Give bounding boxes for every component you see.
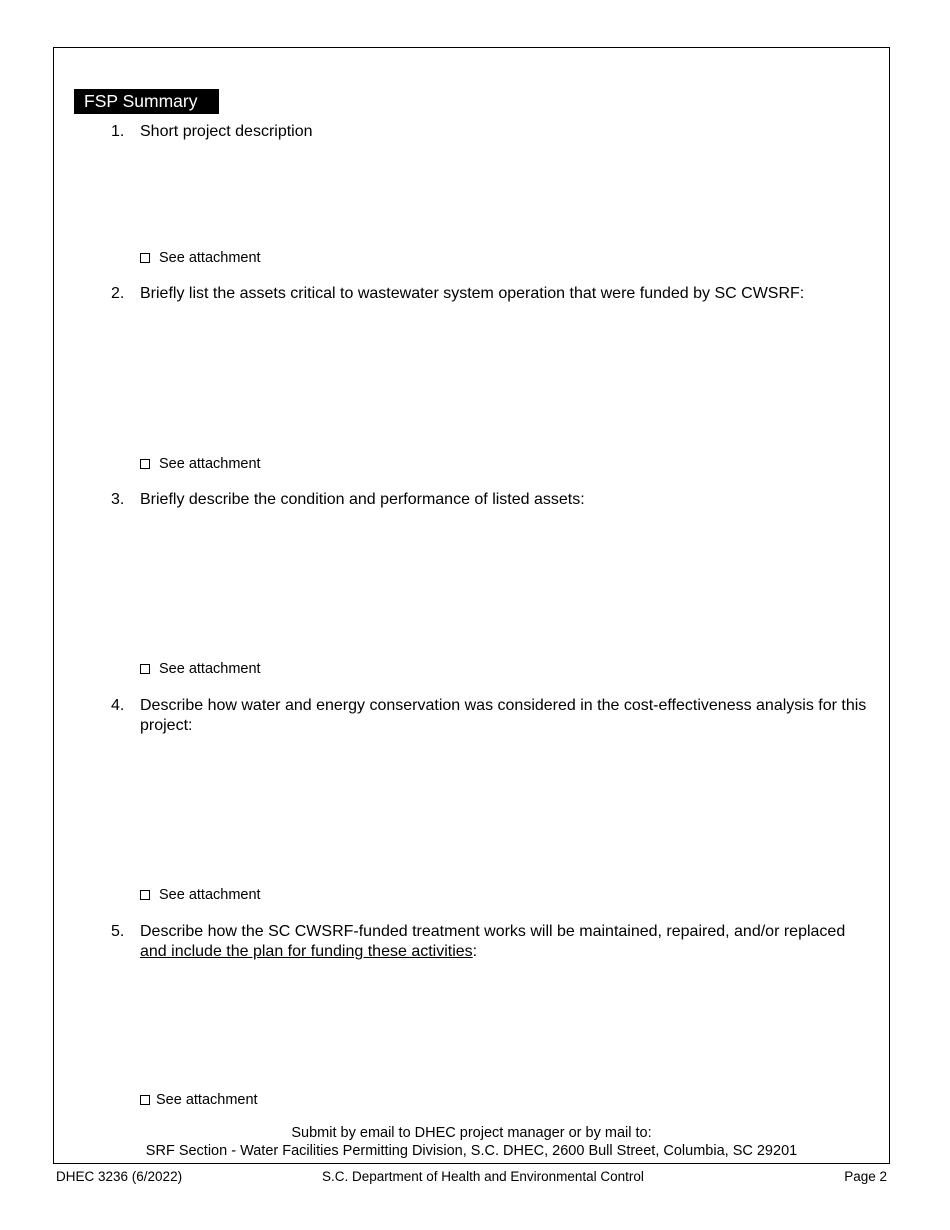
question-5-attachment[interactable] (140, 1091, 258, 1109)
question-3-attachment-label: See attachment (159, 661, 261, 677)
question-4-number: 4. (111, 697, 125, 714)
question-4-attachment-checkbox[interactable] (140, 890, 150, 900)
question-4-attachment[interactable] (140, 886, 261, 904)
question-5-number: 5. (111, 923, 125, 940)
question-5-text-part1: Describe how the SC CWSRF-funded treatment works will be maintained, repaired, and/or replaced (140, 923, 846, 940)
question-1-text: Short project description (140, 123, 313, 140)
question-4-attachment-label: See attachment (159, 887, 261, 903)
question-2-text: Briefly list the assets critical to wastewater system operation that were funded by SC CWSRF: (140, 285, 805, 302)
form-border (53, 47, 890, 1164)
submission-address-line: SRF Section - Water Facilities Permitting Division, S.C. DHEC, 2600 Bull Street, Columbia, SC 29201 (145, 1143, 798, 1159)
question-2-number: 2. (111, 285, 125, 302)
question-5-attachment-label: See attachment (156, 1092, 258, 1108)
submission-instructions-line-1: Submit by email to DHEC project manager or by mail to: (291, 1125, 652, 1141)
question-4-text: Describe how water and energy conservation was considered in the cost-effectiveness analysis for this project: (140, 697, 867, 734)
question-2-attachment-label: See attachment (159, 456, 261, 472)
question-5-text-underlined: and include the plan for funding these activities (140, 943, 473, 960)
question-3-attachment-checkbox[interactable] (140, 664, 150, 674)
question-5-text (140, 922, 870, 962)
question-3-number: 3. (111, 491, 125, 508)
question-1-attachment-checkbox[interactable] (140, 253, 150, 263)
question-1-attachment-label: See attachment (159, 250, 261, 266)
question-1-number: 1. (111, 123, 125, 140)
footer-form-number: DHEC 3236 (6/2022) (56, 1169, 183, 1184)
footer-page-number: Page 2 (844, 1169, 887, 1184)
question-1-attachment[interactable] (140, 249, 261, 267)
question-2-attachment[interactable] (140, 455, 261, 473)
section-header-fsp-summary: FSP Summary (74, 89, 219, 114)
footer-agency-name: S.C. Department of Health and Environmental Control (322, 1169, 644, 1184)
question-5-attachment-checkbox[interactable] (140, 1095, 150, 1105)
question-3-text: Briefly describe the condition and performance of listed assets: (140, 491, 585, 508)
question-5-text-part2: : (472, 943, 478, 960)
question-3-attachment[interactable] (140, 660, 261, 678)
question-2-attachment-checkbox[interactable] (140, 459, 150, 469)
